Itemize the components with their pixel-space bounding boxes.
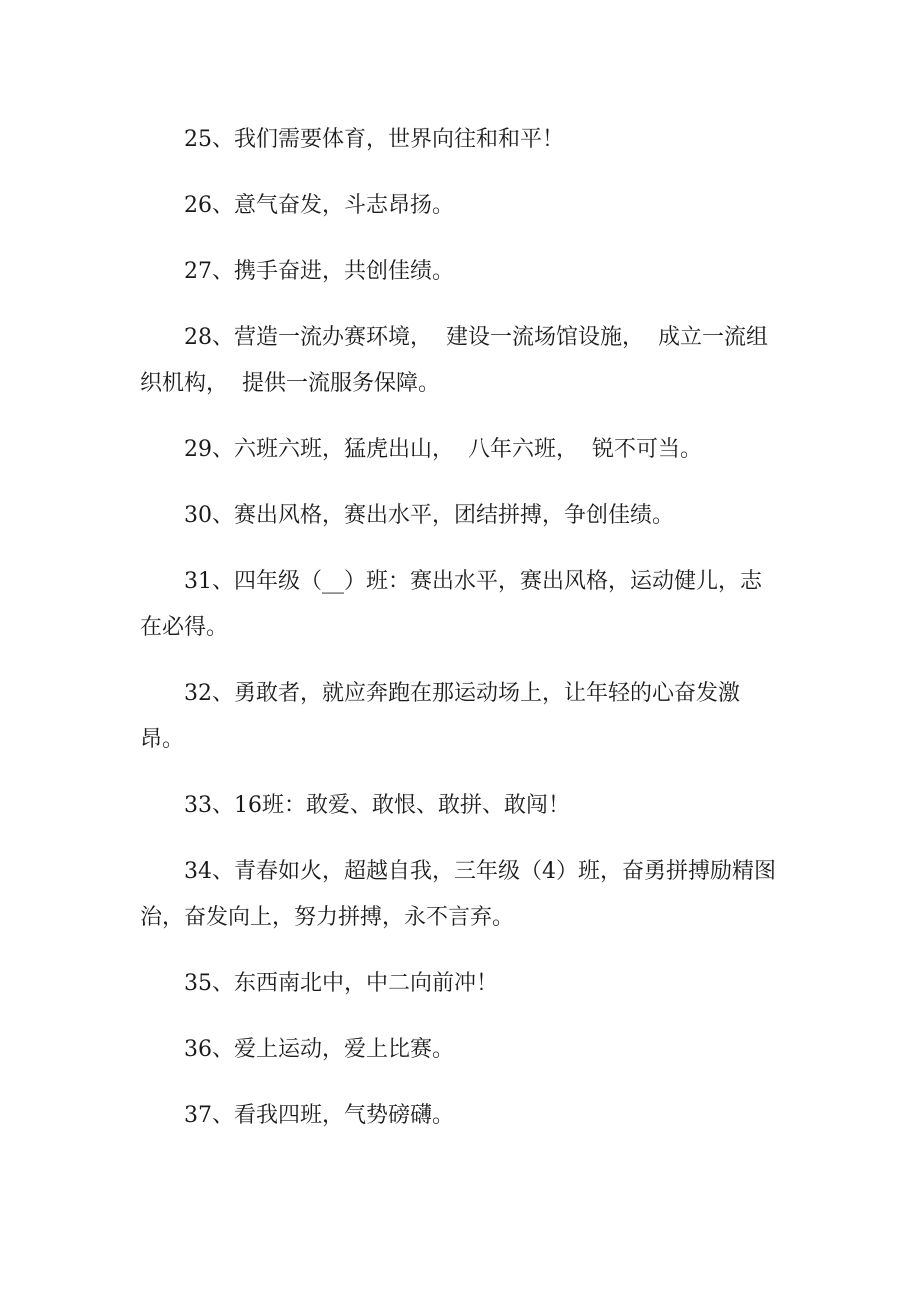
slogan-item: 32、勇敢者，就应奔跑在那运动场上，让年轻的心奋发激昂。 bbox=[140, 681, 740, 752]
slogan-item: 30、赛出风格，赛出水平，团结拼搏，争创佳绩。 bbox=[184, 503, 674, 528]
slogan-item: 35、东西南北中，中二向前冲！ bbox=[184, 971, 498, 996]
slogan-item: 37、看我四班，气势磅礴。 bbox=[184, 1103, 454, 1128]
slogan-item: 29、六班六班，猛虎出山， 八年六班， 锐不可当。 bbox=[184, 437, 702, 462]
slogan-item: 25、我们需要体育，世界向往和和平！ bbox=[184, 127, 564, 152]
slogan-item: 26、意气奋发，斗志昂扬。 bbox=[184, 193, 454, 218]
slogan-item: 33、16班：敢爱、敢恨、敢拼、敢闯！ bbox=[184, 793, 570, 818]
slogan-list bbox=[140, 117, 780, 1139]
slogan-item: 27、携手奋进，共创佳绩。 bbox=[184, 259, 454, 284]
slogan-item: 36、爱上运动，爱上比赛。 bbox=[184, 1037, 454, 1062]
slogan-item: 28、营造一流办赛环境， 建设一流场馆设施， 成立一流组织机构， 提供一流服务保障。 bbox=[140, 325, 768, 396]
slogan-item: 34、青春如火，超越自我，三年级（4）班，奋勇拼搏励精图治，奋发向上，努力拼搏，永不言弃。 bbox=[140, 859, 776, 930]
slogan-item: 31、四年级（__）班：赛出水平，赛出风格，运动健儿，志在必得。 bbox=[140, 569, 762, 640]
